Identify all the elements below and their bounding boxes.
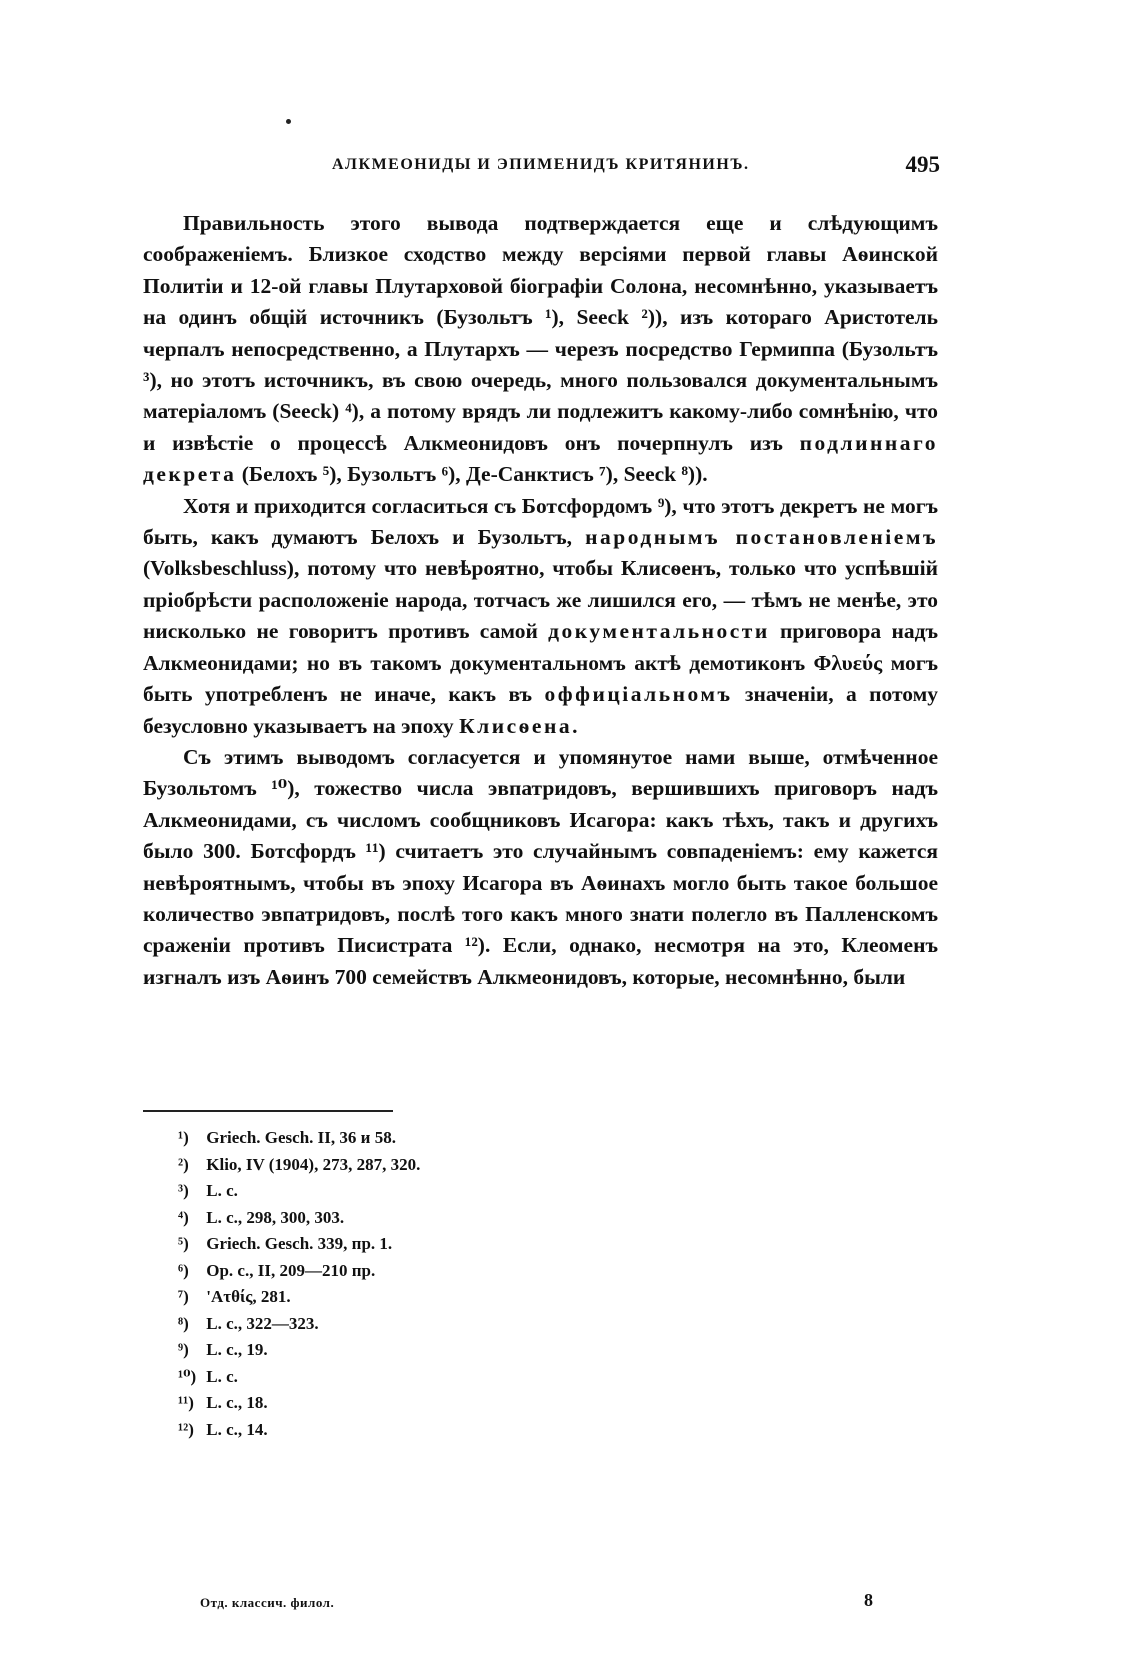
footnote-number: ⁹) <box>178 1340 189 1359</box>
paragraph-2-text-e: . <box>572 713 578 738</box>
footnote-number: ²) <box>178 1154 189 1174</box>
paragraph-3: Съ этимъ выводомъ согласуется и упомянутое нами выше, отмѣченное Бузольтомъ ¹⁰), тожество числа эвпатридовъ, вершившихъ приговоръ надъ Алкмеонидами, съ числомъ сообщниковъ Исагора: какъ тѣхъ, такъ и другихъ было 300. Ботсфордъ ¹¹) считаетъ это случайнымъ совпаденіемъ: ему кажется невѣроятнымъ, чтобы въ эпоху Исагора въ Аѳинахъ могло быть такое большое количество эвпатридовъ, послѣ того какъ много знати полегло въ Палленскомъ сраженіи противъ Писистрата ¹²). Если, однако, несмотря на это, Клеоменъ изгналъ изъ Аѳинъ 700 семействъ Алкмеонидовъ, которые, несомнѣнно, были <box>143 744 938 989</box>
paragraph-2-spaced-d: Клисѳена <box>459 713 573 738</box>
footnote <box>178 1178 678 1205</box>
footnote <box>178 1364 678 1391</box>
footnote-number: ¹¹) <box>178 1393 194 1412</box>
paragraph-1 <box>143 208 938 491</box>
footnote <box>178 1258 678 1285</box>
paragraph-2-text-d: значеніи, а потому безусловно указываетъ на эпоху <box>143 682 938 738</box>
footnote <box>178 1390 678 1417</box>
body-text <box>143 208 938 993</box>
footnote <box>178 1337 678 1364</box>
paragraph-2-spaced-a: народнымъ постановленіемъ <box>585 525 939 550</box>
footnote-text: L. c., 18. <box>206 1393 268 1412</box>
footnote-number: ¹²) <box>178 1419 194 1439</box>
paragraph-2 <box>143 491 938 742</box>
footnote-text: Griech. Gesch. 339, пр. 1. <box>206 1234 393 1253</box>
footnote <box>178 1311 678 1338</box>
footnote-text: L. c., 14. <box>206 1419 268 1439</box>
footnotes-list <box>178 1125 678 1443</box>
footnote <box>178 1125 678 1152</box>
footnote <box>178 1152 678 1179</box>
footnote-number: ⁶) <box>178 1260 189 1280</box>
paragraph-1-text-b: (Белохъ ⁵), Бузольтъ ⁶), Де-Санктисъ ⁷), Seeck ⁸)). <box>236 462 708 487</box>
footnote-text: Klio, IV (1904), 273, 287, 320. <box>206 1154 421 1174</box>
footnote-number: ⁵) <box>178 1234 189 1253</box>
footnote-text: L. c., 298, 300, 303. <box>206 1207 345 1227</box>
footnote <box>178 1284 678 1311</box>
footnote <box>178 1417 678 1444</box>
paragraph-1-text-a: Правильность этого вывода подтверждается еще и слѣдующимъ соображеніемъ. Близкое сходство между версіями первой главы Аѳинской Политіи и 12-ой главы Плутарховой біографіи Солона, несомнѣнно, указываетъ на одинъ общій источникъ (Бузольтъ ¹), Seeck ²)), изъ котораго Аристотель черпалъ непосредственно, а Плутархъ — черезъ посредство Гермиппа (Бузольтъ ³), но этотъ источникъ, въ свою очередь, много пользовался документальнымъ матеріаломъ (Seeck) ⁴), а потому врядъ ли подлежитъ какому-либо сомнѣнію, что и извѣстіе о процессѣ Алкмеонидовъ онъ почерпнулъ изъ <box>143 211 938 455</box>
paragraph-2-spaced-c: оффиціальномъ <box>544 682 733 707</box>
print-speck <box>286 119 291 124</box>
footnote-rule <box>143 1110 393 1112</box>
printer-signature: Отд. классич. филол. <box>200 1595 335 1610</box>
footnote-text: L. c. <box>206 1366 238 1386</box>
page-header <box>140 152 940 182</box>
paragraph-2-text-c: приговора надъ Алкмеонидами; но въ такомъ документальномъ актѣ демотиконъ Φλυεύς могъ быть употребленъ не иначе, какъ въ <box>143 619 938 707</box>
footnote-number: ⁷) <box>178 1287 189 1306</box>
footnote-text: L. c., 19. <box>206 1340 268 1359</box>
footnote-number: ¹) <box>178 1128 189 1147</box>
footnote-number: ⁸) <box>178 1313 189 1333</box>
footnote-number: ⁴) <box>178 1207 189 1227</box>
paragraph-2-text-a: Хотя и приходится согласиться съ Ботсфордомъ ⁹), что этотъ декретъ не могъ быть, какъ думаютъ Белохъ и Бузольтъ, <box>143 493 938 550</box>
running-title: АЛКМЕОНИДЫ И ЭПИМЕНИДЪ КРИТЯНИНЪ. <box>332 156 750 173</box>
footnote-text: 'Ατθίς, 281. <box>206 1287 291 1306</box>
footnote-number: ¹⁰) <box>178 1366 197 1386</box>
footnote-number: ³) <box>178 1181 189 1200</box>
paragraph-1-spaced-a: подлиннаго декрета <box>143 430 938 487</box>
page-number: 495 <box>905 152 940 177</box>
footnote <box>178 1231 678 1258</box>
sheet-number: 8 <box>864 1590 873 1610</box>
footnote-text: Op. c., II, 209—210 пр. <box>206 1260 376 1280</box>
paragraph-2-spaced-b: документальности <box>548 619 770 644</box>
footnote <box>178 1205 678 1232</box>
footnote-text: Griech. Gesch. II, 36 и 58. <box>206 1128 396 1147</box>
paragraph-2-text-b: (Volksbeschluss), потому что невѣроятно, чтобы Клисѳенъ, только что успѣвшій пріобрѣсти расположеніе народа, тотчасъ же лишился его, — тѣмъ не менѣе, это нисколько не говоритъ противъ самой <box>143 556 938 644</box>
footnote-text: L. c., 322—323. <box>206 1313 319 1333</box>
footnote-text: L. c. <box>206 1181 238 1200</box>
